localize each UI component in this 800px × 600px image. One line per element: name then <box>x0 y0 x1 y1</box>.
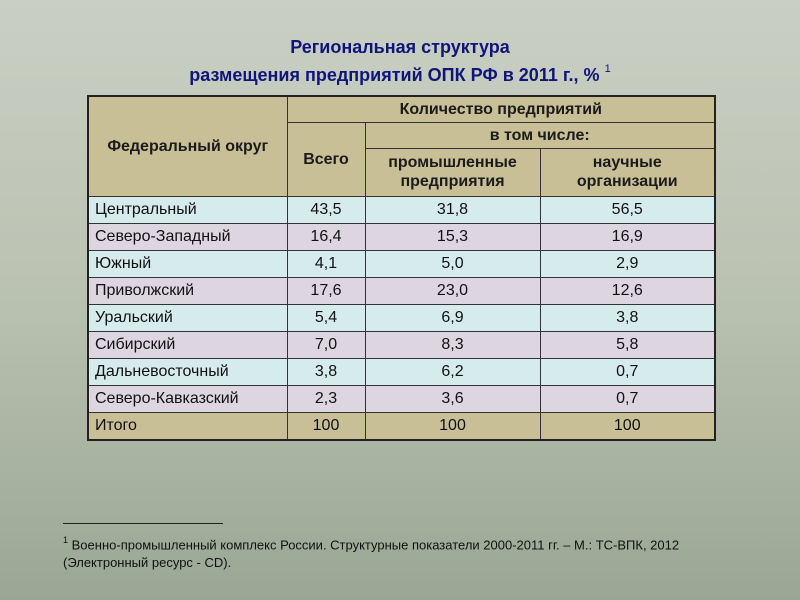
cell-scientific: 0,7 <box>540 385 715 412</box>
table-row <box>88 385 715 412</box>
enterprises-table <box>87 95 716 441</box>
cell-district: Уральский <box>88 304 287 331</box>
cell-district: Приволжский <box>88 277 287 304</box>
cell-total: 4,1 <box>287 250 365 277</box>
table-row <box>88 223 715 250</box>
cell-total: 3,8 <box>287 358 365 385</box>
cell-district: Центральный <box>88 196 287 223</box>
cell-total: 100 <box>287 412 365 440</box>
footnote-text: Военно-промышленный комплекс России. Структурные показатели 2000-2011 гг. – М.: ТС-ВПК, 2012 (Электронный ресурс - CD). <box>63 537 680 571</box>
title-footnote-mark: 1 <box>604 63 611 75</box>
table-row <box>88 196 715 223</box>
header-including: в том числе: <box>365 122 715 148</box>
cell-industrial: 5,0 <box>365 250 540 277</box>
cell-total: 16,4 <box>287 223 365 250</box>
cell-scientific: 5,8 <box>540 331 715 358</box>
cell-scientific: 16,9 <box>540 223 715 250</box>
table-row <box>88 250 715 277</box>
footnote <box>63 532 763 572</box>
title-line-2-text: размещения предприятий ОПК РФ в 2011 г., % <box>189 65 600 85</box>
title-line-1: Региональная структура <box>290 37 510 57</box>
header-scientific: научные организации <box>540 148 715 196</box>
table-row <box>88 358 715 385</box>
table-row <box>88 412 715 440</box>
header-count: Количество предприятий <box>287 96 715 122</box>
cell-total: 43,5 <box>287 196 365 223</box>
cell-scientific: 12,6 <box>540 277 715 304</box>
header-district: Федеральный округ <box>88 96 287 196</box>
cell-industrial: 100 <box>365 412 540 440</box>
cell-scientific: 100 <box>540 412 715 440</box>
table-row <box>88 331 715 358</box>
cell-industrial: 31,8 <box>365 196 540 223</box>
cell-total: 5,4 <box>287 304 365 331</box>
table-row <box>88 277 715 304</box>
cell-district: Южный <box>88 250 287 277</box>
cell-district: Сибирский <box>88 331 287 358</box>
cell-district: Итого <box>88 412 287 440</box>
cell-scientific: 3,8 <box>540 304 715 331</box>
cell-industrial: 23,0 <box>365 277 540 304</box>
cell-industrial: 3,6 <box>365 385 540 412</box>
cell-industrial: 6,2 <box>365 358 540 385</box>
footnote-mark: 1 <box>63 535 69 545</box>
cell-scientific: 2,9 <box>540 250 715 277</box>
table-body <box>88 196 715 440</box>
title-line-2 <box>0 59 800 87</box>
cell-total: 17,6 <box>287 277 365 304</box>
cell-industrial: 8,3 <box>365 331 540 358</box>
cell-district: Дальневосточный <box>88 358 287 385</box>
cell-scientific: 0,7 <box>540 358 715 385</box>
cell-district: Северо-Западный <box>88 223 287 250</box>
cell-total: 2,3 <box>287 385 365 412</box>
cell-scientific: 56,5 <box>540 196 715 223</box>
cell-industrial: 15,3 <box>365 223 540 250</box>
slide-title <box>0 35 800 87</box>
header-industrial: промышленные предприятия <box>365 148 540 196</box>
cell-industrial: 6,9 <box>365 304 540 331</box>
cell-district: Северо-Кавказский <box>88 385 287 412</box>
cell-total: 7,0 <box>287 331 365 358</box>
footnote-divider <box>63 523 223 524</box>
table-row <box>88 304 715 331</box>
header-total: Всего <box>287 122 365 196</box>
